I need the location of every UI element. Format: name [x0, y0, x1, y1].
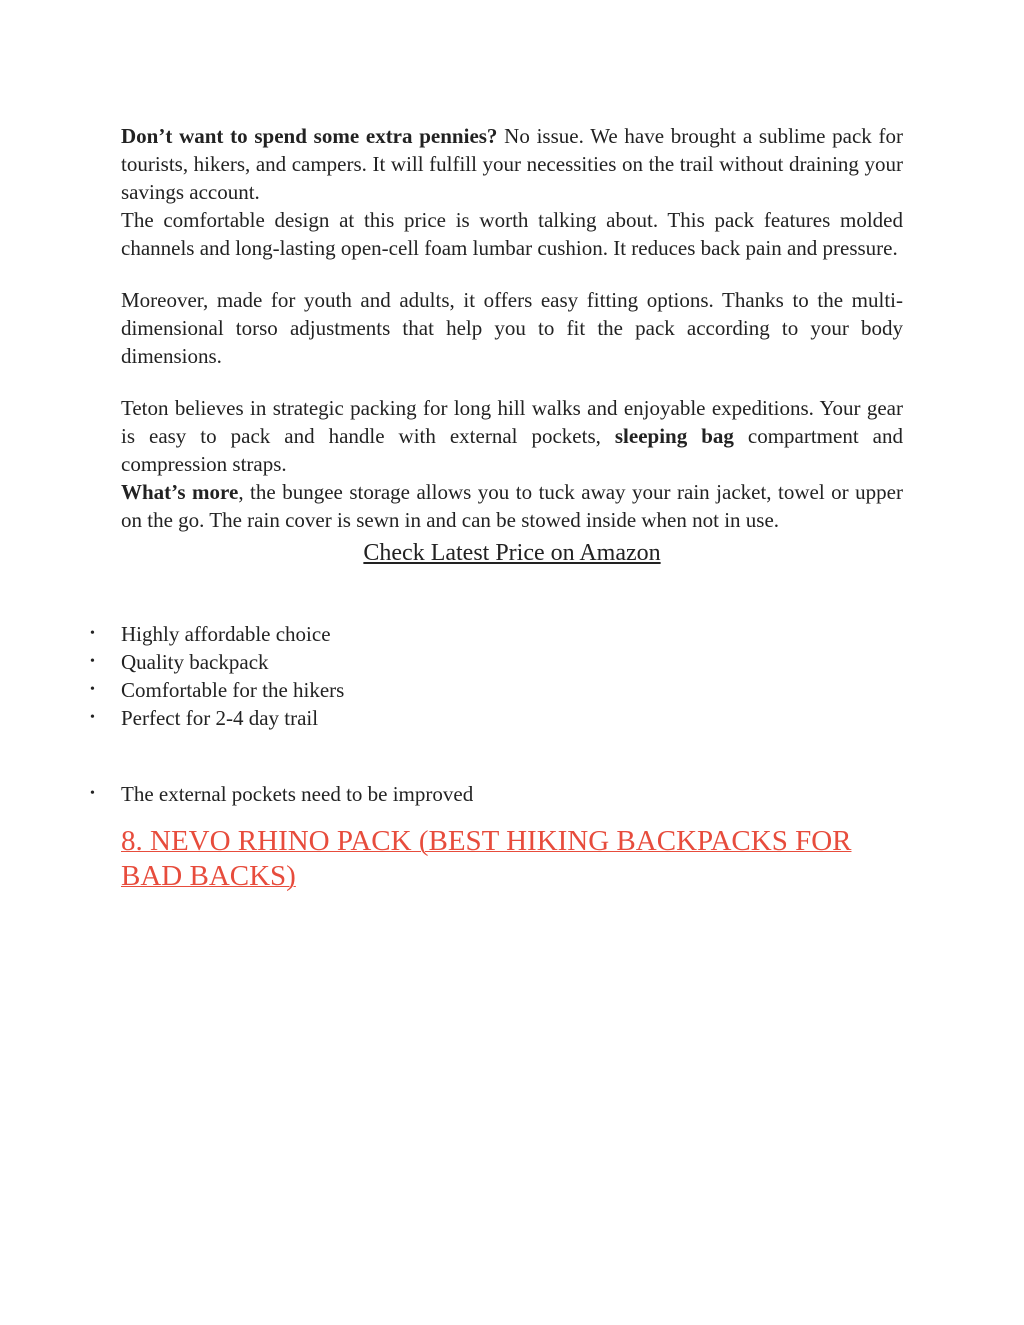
sleeping-bag-bold: sleeping bag — [614, 424, 734, 448]
intro-bold-lead: Don’t want to spend some extra pennies? — [121, 124, 498, 148]
fitting-paragraph: Moreover, made for youth and adults, it offers easy fitting options. Thanks to the multi-dimensional torso adjustments that help you to fit the pack according to your body dimensions. — [121, 288, 903, 368]
pros-list — [121, 620, 903, 732]
cons-list — [121, 780, 903, 808]
intro-paragraph — [121, 122, 903, 206]
intro-text: No issue. We have brought a sublime pack for tourists, hikers, and campers. It will fulfill your necessities on the trail without draining your savings account. — [121, 124, 903, 204]
packing-text-after: compartment and compression straps. — [121, 424, 903, 476]
pros-item: • Quality backpack — [121, 648, 903, 676]
cta-container — [121, 536, 903, 570]
packing-paragraph — [121, 394, 903, 478]
pros-item: • Highly affordable choice — [121, 620, 903, 648]
whats-more-bold: What’s more — [121, 480, 239, 504]
pros-item: • Comfortable for the hikers — [121, 676, 903, 704]
pros-item: • Perfect for 2-4 day trail — [121, 704, 903, 732]
cons-item: • The external pockets need to be improved — [121, 780, 903, 808]
product-heading-link[interactable]: 8. NEVO RHINO PACK (BEST HIKING BACKPACKS FOR BAD BACKS) — [121, 825, 852, 892]
packing-text-before: Teton believes in strategic packing for long hill walks and enjoyable expeditions. Your gear is easy to pack and handle with external pockets, — [121, 396, 903, 448]
design-paragraph: The comfortable design at this price is worth talking about. This pack features molded channels and long-lasting open-cell foam lumbar cushion. It reduces back pain and pressure. — [121, 208, 903, 260]
article-body — [121, 122, 903, 894]
check-price-link[interactable]: Check Latest Price on Amazon — [363, 540, 661, 566]
storage-text: , the bungee storage allows you to tuck away your rain jacket, towel or upper on the go. The rain cover is sewn in and can be stowed inside when not in use. — [121, 480, 903, 532]
storage-paragraph — [121, 478, 903, 534]
